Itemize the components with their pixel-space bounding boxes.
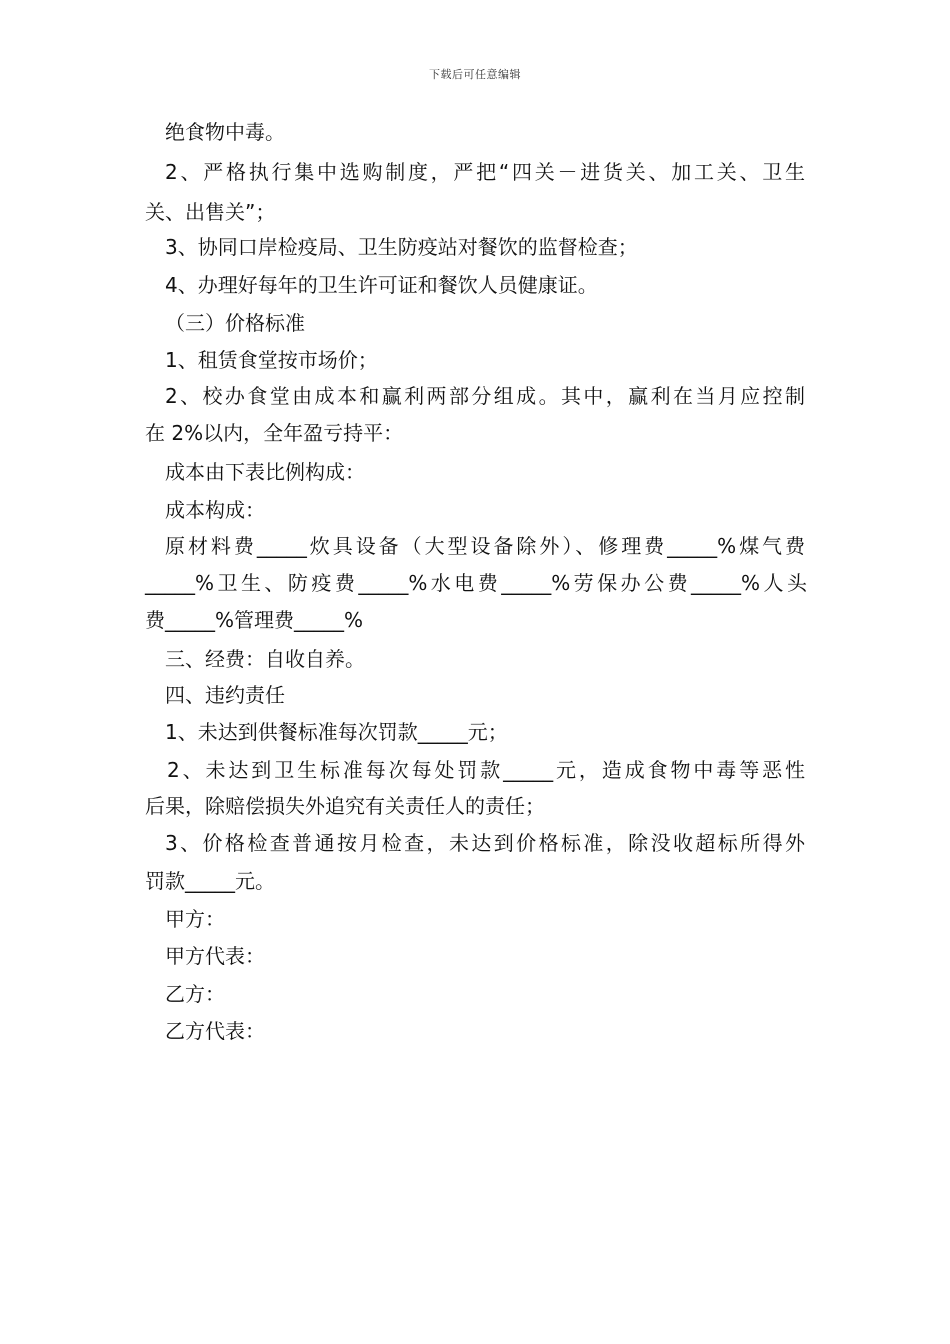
- cost-intro: 成本由下表比例构成：: [165, 460, 365, 484]
- party-a-label: 甲方：: [165, 907, 225, 931]
- liability-item-3-line-2: 罚款_____元。: [145, 869, 275, 893]
- party-b-rep-label: 乙方代表：: [165, 1019, 265, 1043]
- liability-item-3-line-1: 3、价格检查普通按月检查，未达到价格标准，除没收超标所得外: [165, 831, 805, 855]
- section-heading-price: （三）价格标准: [165, 311, 305, 335]
- clause-2-line-2: 关、出售关”；: [145, 200, 276, 224]
- liability-item-2-line-2: 后果，除赔偿损失外追究有关责任人的责任；: [145, 794, 545, 818]
- price-item-1: 1、租赁食堂按市场价；: [165, 348, 378, 372]
- cost-line-3: 费_____%管理费_____%: [145, 608, 364, 632]
- page-header: 下载后可任意编辑: [429, 68, 521, 81]
- liability-item-2-line-1: 2、未达到卫生标准每次每处罚款_____元，造成食物中毒等恶性: [167, 758, 805, 782]
- liability-item-1: 1、未达到供餐标准每次罚款_____元；: [165, 720, 508, 744]
- party-b-label: 乙方：: [165, 982, 225, 1006]
- cost-heading: 成本构成：: [165, 498, 265, 522]
- section-heading-liability: 四、违约责任: [165, 683, 285, 707]
- price-item-2-line-1: 2、校办食堂由成本和赢利两部分组成。其中，赢利在当月应控制: [165, 384, 805, 408]
- paragraph-line: 绝食物中毒。: [165, 120, 285, 144]
- clause-4: 4、办理好每年的卫生许可证和餐饮人员健康证。: [165, 273, 598, 297]
- clause-3: 3、协同口岸检疫局、卫生防疫站对餐饮的监督检查；: [165, 235, 638, 259]
- section-heading-funding: 三、经费：自收自养。: [165, 647, 365, 671]
- clause-2-line-1: 2、严格执行集中选购制度，严把“四关－进货关、加工关、卫生: [165, 160, 805, 184]
- price-item-2-line-2: 在 2%以内，全年盈亏持平：: [145, 421, 404, 445]
- cost-line-1: 原材料费_____炊具设备（大型设备除外）、修理费_____%煤气费: [165, 534, 805, 558]
- party-a-rep-label: 甲方代表：: [165, 944, 265, 968]
- cost-line-2: _____%卫生、防疫费_____%水电费_____%劳保办公费_____%人头: [145, 571, 807, 595]
